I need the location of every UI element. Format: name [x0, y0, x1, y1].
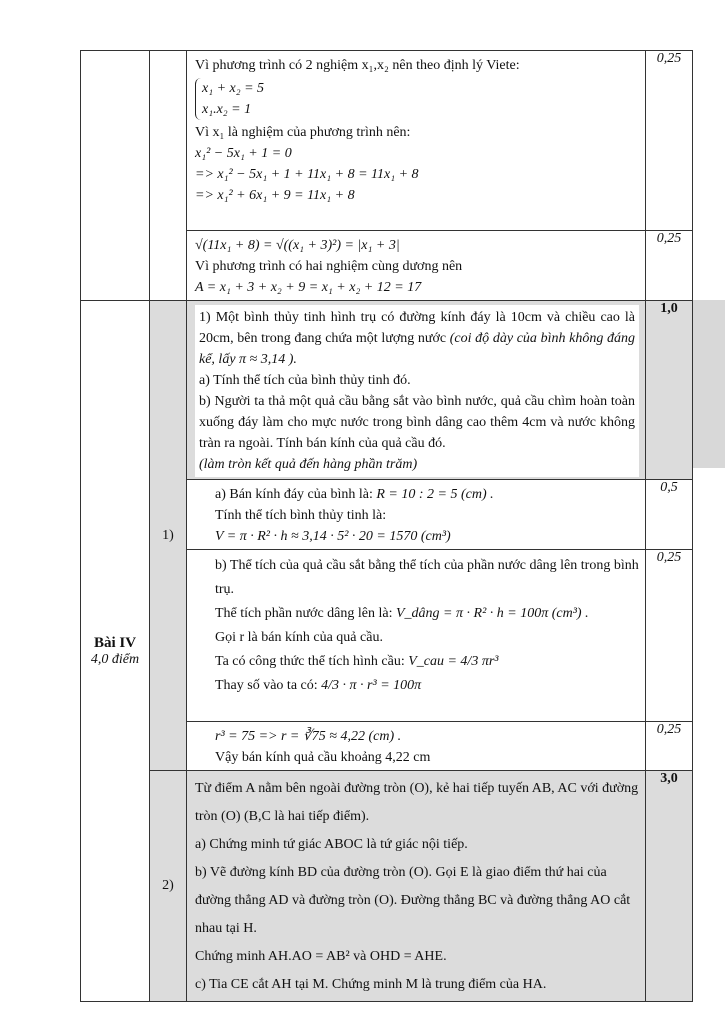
q1a-cell [187, 480, 646, 550]
q1b-score-cell [646, 550, 693, 722]
viete-eq1: x₁² − 5x₁ + 1 = 0 [195, 146, 292, 161]
q1-text1: 1) Một bình thủy tinh hình trụ có đường kính đáy là 10cm và chiều cao là 20cm, bên trong đang chứa một lượng nước [199, 310, 635, 346]
q1-text2: a) Tính thể tích của bình thủy tinh đó. [199, 373, 411, 388]
q1b-line2: Thể tích phần nước dâng lên là: [215, 606, 393, 621]
q1b-line5-math: 4/3 · π · r³ = 100π [321, 678, 422, 693]
q2-line1: Từ điểm A nằm bên ngoài đường tròn (O), kẻ hai tiếp tuyến AB, AC với đường tròn (O) (B,C là hai tiếp điểm). [195, 781, 639, 824]
q1-statement-cell [187, 301, 646, 480]
q1b-line1: b) Thể tích của quả cầu sắt bằng thể tích của phần nước dâng lên trong bình trụ. [215, 558, 639, 597]
q1b-score: 0,25 [656, 550, 682, 565]
viete-system [195, 78, 264, 120]
q2-num-cell [150, 771, 187, 1002]
viete-line2: Vì x₁ là nghiệm của phương trình nên: [195, 125, 411, 140]
q2-num: 2) [162, 878, 174, 893]
q1c-line2: Vậy bán kính quả cầu khoảng 4,22 cm [215, 750, 431, 765]
q1c-score-cell [646, 722, 693, 771]
q1a-line1-math: R = 10 : 2 = 5 (cm) . [376, 487, 494, 502]
sqrt-eq1: √(11x₁ + 8) = √((x₁ + 3)²) = |x₁ + 3| [195, 238, 400, 253]
q1b-line3: Gọi r là bán kính của quả cầu. [215, 630, 383, 645]
viete-eq3: => x₁² + 6x₁ + 9 = 11x₁ + 8 [195, 188, 355, 203]
q1-text1-italic: (coi độ dày của bình không đáng kể, lấy π ≈ 3,14 ). [199, 331, 636, 367]
viete-line1: Vì phương trình có 2 nghiệm x₁,x₂ nên theo định lý Viete: [195, 58, 520, 73]
q1b-cell [187, 550, 646, 722]
answer-table [80, 50, 693, 1002]
q2-line2: a) Chứng minh tứ giác ABOC là tứ giác nội tiếp. [195, 837, 468, 852]
q1c-cell [187, 722, 646, 771]
viete-sys2: x₁.x₂ = 1 [202, 102, 252, 117]
q1c-line1: r³ = 75 => r = ∛75 ≈ 4,22 (cm) . [215, 729, 402, 744]
q2-line5: c) Tia CE cắt AH tại M. Chứng minh M là trung điểm của HA. [195, 977, 547, 992]
q2-line4: Chứng minh AH.AO = AB² và OHD = AHE. [195, 949, 447, 964]
viete-score: 0,25 [656, 51, 682, 66]
empty-num-cell [150, 51, 187, 301]
sqrt-score-cell [646, 231, 693, 301]
q2-line3: b) Vẽ đường kính BD của đường tròn (O). Gọi E là giao điểm thứ hai của đường thẳng AD và đường tròn (O). Đường thẳng BC và đường thẳng AO cắt nhau tại H. [195, 865, 631, 936]
q2-score-cell [646, 771, 693, 1002]
viete-score-cell [646, 51, 693, 231]
sqrt-score: 0,25 [656, 231, 682, 246]
section-points: 4,0 điểm [90, 651, 140, 667]
q1b-line5: Thay số vào ta có: [215, 678, 318, 693]
q1a-score: 0,5 [660, 480, 678, 495]
viete-eq2: => x₁² − 5x₁ + 1 + 11x₁ + 8 = 11x₁ + 8 [195, 167, 419, 182]
q1-text3: b) Người ta thả một quả cầu bằng sắt vào bình nước, quả cầu chìm hoàn toàn xuống đáy làm cho mực nước trong bình dâng cao thêm 4cm và nước không tràn ra ngoài. Tính bán kính của quả cầu đó. [199, 394, 635, 451]
q1a-line3: V = π · R² · h ≈ 3,14 · 5² · 20 = 1570 (cm³) [215, 529, 451, 544]
q1-num-cell [150, 301, 187, 771]
q1b-line4-math: V_cau = 4/3 πr³ [408, 654, 499, 669]
q1c-score: 0,25 [656, 722, 682, 737]
q1a-line2: Tính thể tích bình thủy tinh là: [215, 508, 387, 523]
q1-text4: (làm tròn kết quả đến hàng phần trăm) [199, 457, 418, 472]
q2-cell [187, 771, 646, 1002]
empty-section-cell [81, 51, 150, 301]
section-title: Bài IV [93, 634, 137, 651]
q2-score: 3,0 [660, 771, 678, 786]
q1a-score-cell [646, 480, 693, 550]
q1b-line2-math: V_dâng = π · R² · h = 100π (cm³) . [396, 606, 589, 621]
side-tab [693, 300, 725, 468]
sqrt-cell [187, 231, 646, 301]
q1a-line1: a) Bán kính đáy của bình là: [215, 487, 373, 502]
q1-score-cell [646, 301, 693, 480]
q1-score: 1,0 [660, 301, 678, 316]
q1-num: 1) [162, 527, 174, 543]
sqrt-eq2: A = x₁ + 3 + x₂ + 9 = x₁ + x₂ + 12 = 17 [195, 280, 422, 295]
q1b-line4: Ta có công thức thể tích hình cầu: [215, 654, 405, 669]
sqrt-line: Vì phương trình có hai nghiệm cùng dương nên [195, 259, 463, 274]
section-cell [81, 301, 150, 1002]
viete-sys1: x₁ + x₂ = 5 [202, 81, 265, 96]
viete-cell [187, 51, 646, 231]
